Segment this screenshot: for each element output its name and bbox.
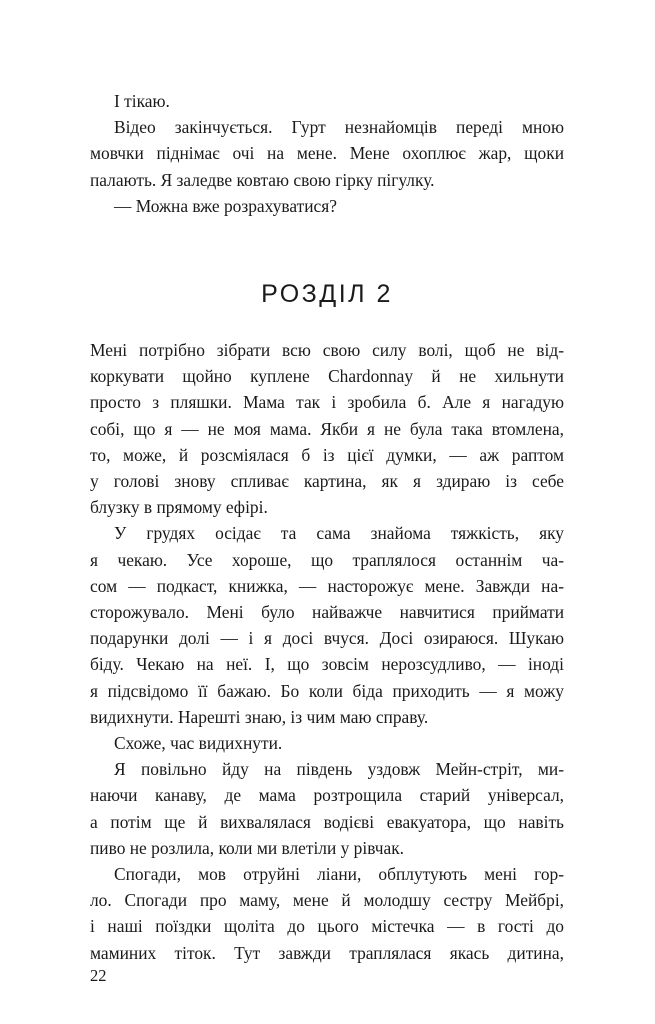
paragraph: Схоже, час видихнути. <box>114 733 283 754</box>
text-line: просто з пляшки. Мама так і зробила б. Але я нагадую <box>90 392 564 413</box>
page-number: 22 <box>90 966 107 985</box>
chapter-title: РОЗДІЛ 2 <box>261 280 393 309</box>
text-line: Відео закінчується. Гурт незнайомців переді мною <box>114 117 564 138</box>
text-line: подарунки долі — і я досі вчуся. Досі озираюся. Шукаю <box>90 628 564 649</box>
text-line: блузку в прямому ефірі. <box>90 497 268 518</box>
text-line: біду. Чекаю на неї. І, що зовсім нерозсудливо, — іноді <box>90 654 564 675</box>
text-line: сом — подкаст, книжка, — насторожує мене. Завжди на- <box>90 575 564 596</box>
paragraph <box>90 337 564 520</box>
text-line: собі, що я — не моя мама. Якби я не була така втомлена, <box>90 418 564 439</box>
paragraph <box>90 114 564 193</box>
text-line: палають. Я заледве ковтаю свою гірку пігулку. <box>90 169 435 190</box>
paragraph: І тікаю. <box>114 91 170 111</box>
text-line: сторожувало. Мені було найважче навчитися приймати <box>90 602 564 623</box>
paragraph <box>90 520 564 730</box>
text-line: маминих тіток. Тут завжди траплялася якась дитина, <box>90 942 564 963</box>
text-line: Мені потрібно зібрати всю свою силу волі, щоб не від- <box>90 340 564 361</box>
book-page <box>90 88 564 966</box>
text-line: і наші поїздки щоліта до цього містечка — в гості до <box>90 916 564 937</box>
text-line: наючи канаву, де мама розтрощила старий універсал, <box>90 785 564 806</box>
text-line: Я повільно йду на південь уздовж Мейн-стріт, ми- <box>114 759 564 780</box>
text-line: а потім ще й вихвалялася водієві евакуатора, що навіть <box>90 811 564 832</box>
text-line: то, може, й розсміялася б із цієї думки, — аж раптом <box>90 444 564 465</box>
paragraph <box>90 756 564 861</box>
text-line: ло. Спогади про маму, мене й молодшу сестру Мейбрі, <box>90 890 564 911</box>
text-line: видихнути. Нарешті знаю, із чим маю справу. <box>90 706 429 727</box>
text-line: Спогади, мов отруйні ліани, обплутують мені гор- <box>114 864 564 885</box>
paragraph: — Можна вже розрахуватися? <box>114 195 337 216</box>
text-line: мовчки піднімає очі на мене. Мене охоплює жар, щоки <box>90 143 564 164</box>
text-line: я чекаю. Усе хороше, що траплялося останнім ча- <box>90 549 564 570</box>
text-line: пиво не розлила, коли ми влетіли у рівчак. <box>90 837 405 858</box>
text-line: я підсвідомо її бажаю. Бо коли біда приходить — я можу <box>90 680 564 701</box>
text-line: у голові знову спливає картина, як я здираю із себе <box>90 471 564 492</box>
paragraph <box>90 861 564 966</box>
text-line: У грудях осідає та сама знайома тяжкість, яку <box>114 523 564 544</box>
text-line: коркувати щойно куплене Chardonnay й не хильнути <box>90 366 564 387</box>
